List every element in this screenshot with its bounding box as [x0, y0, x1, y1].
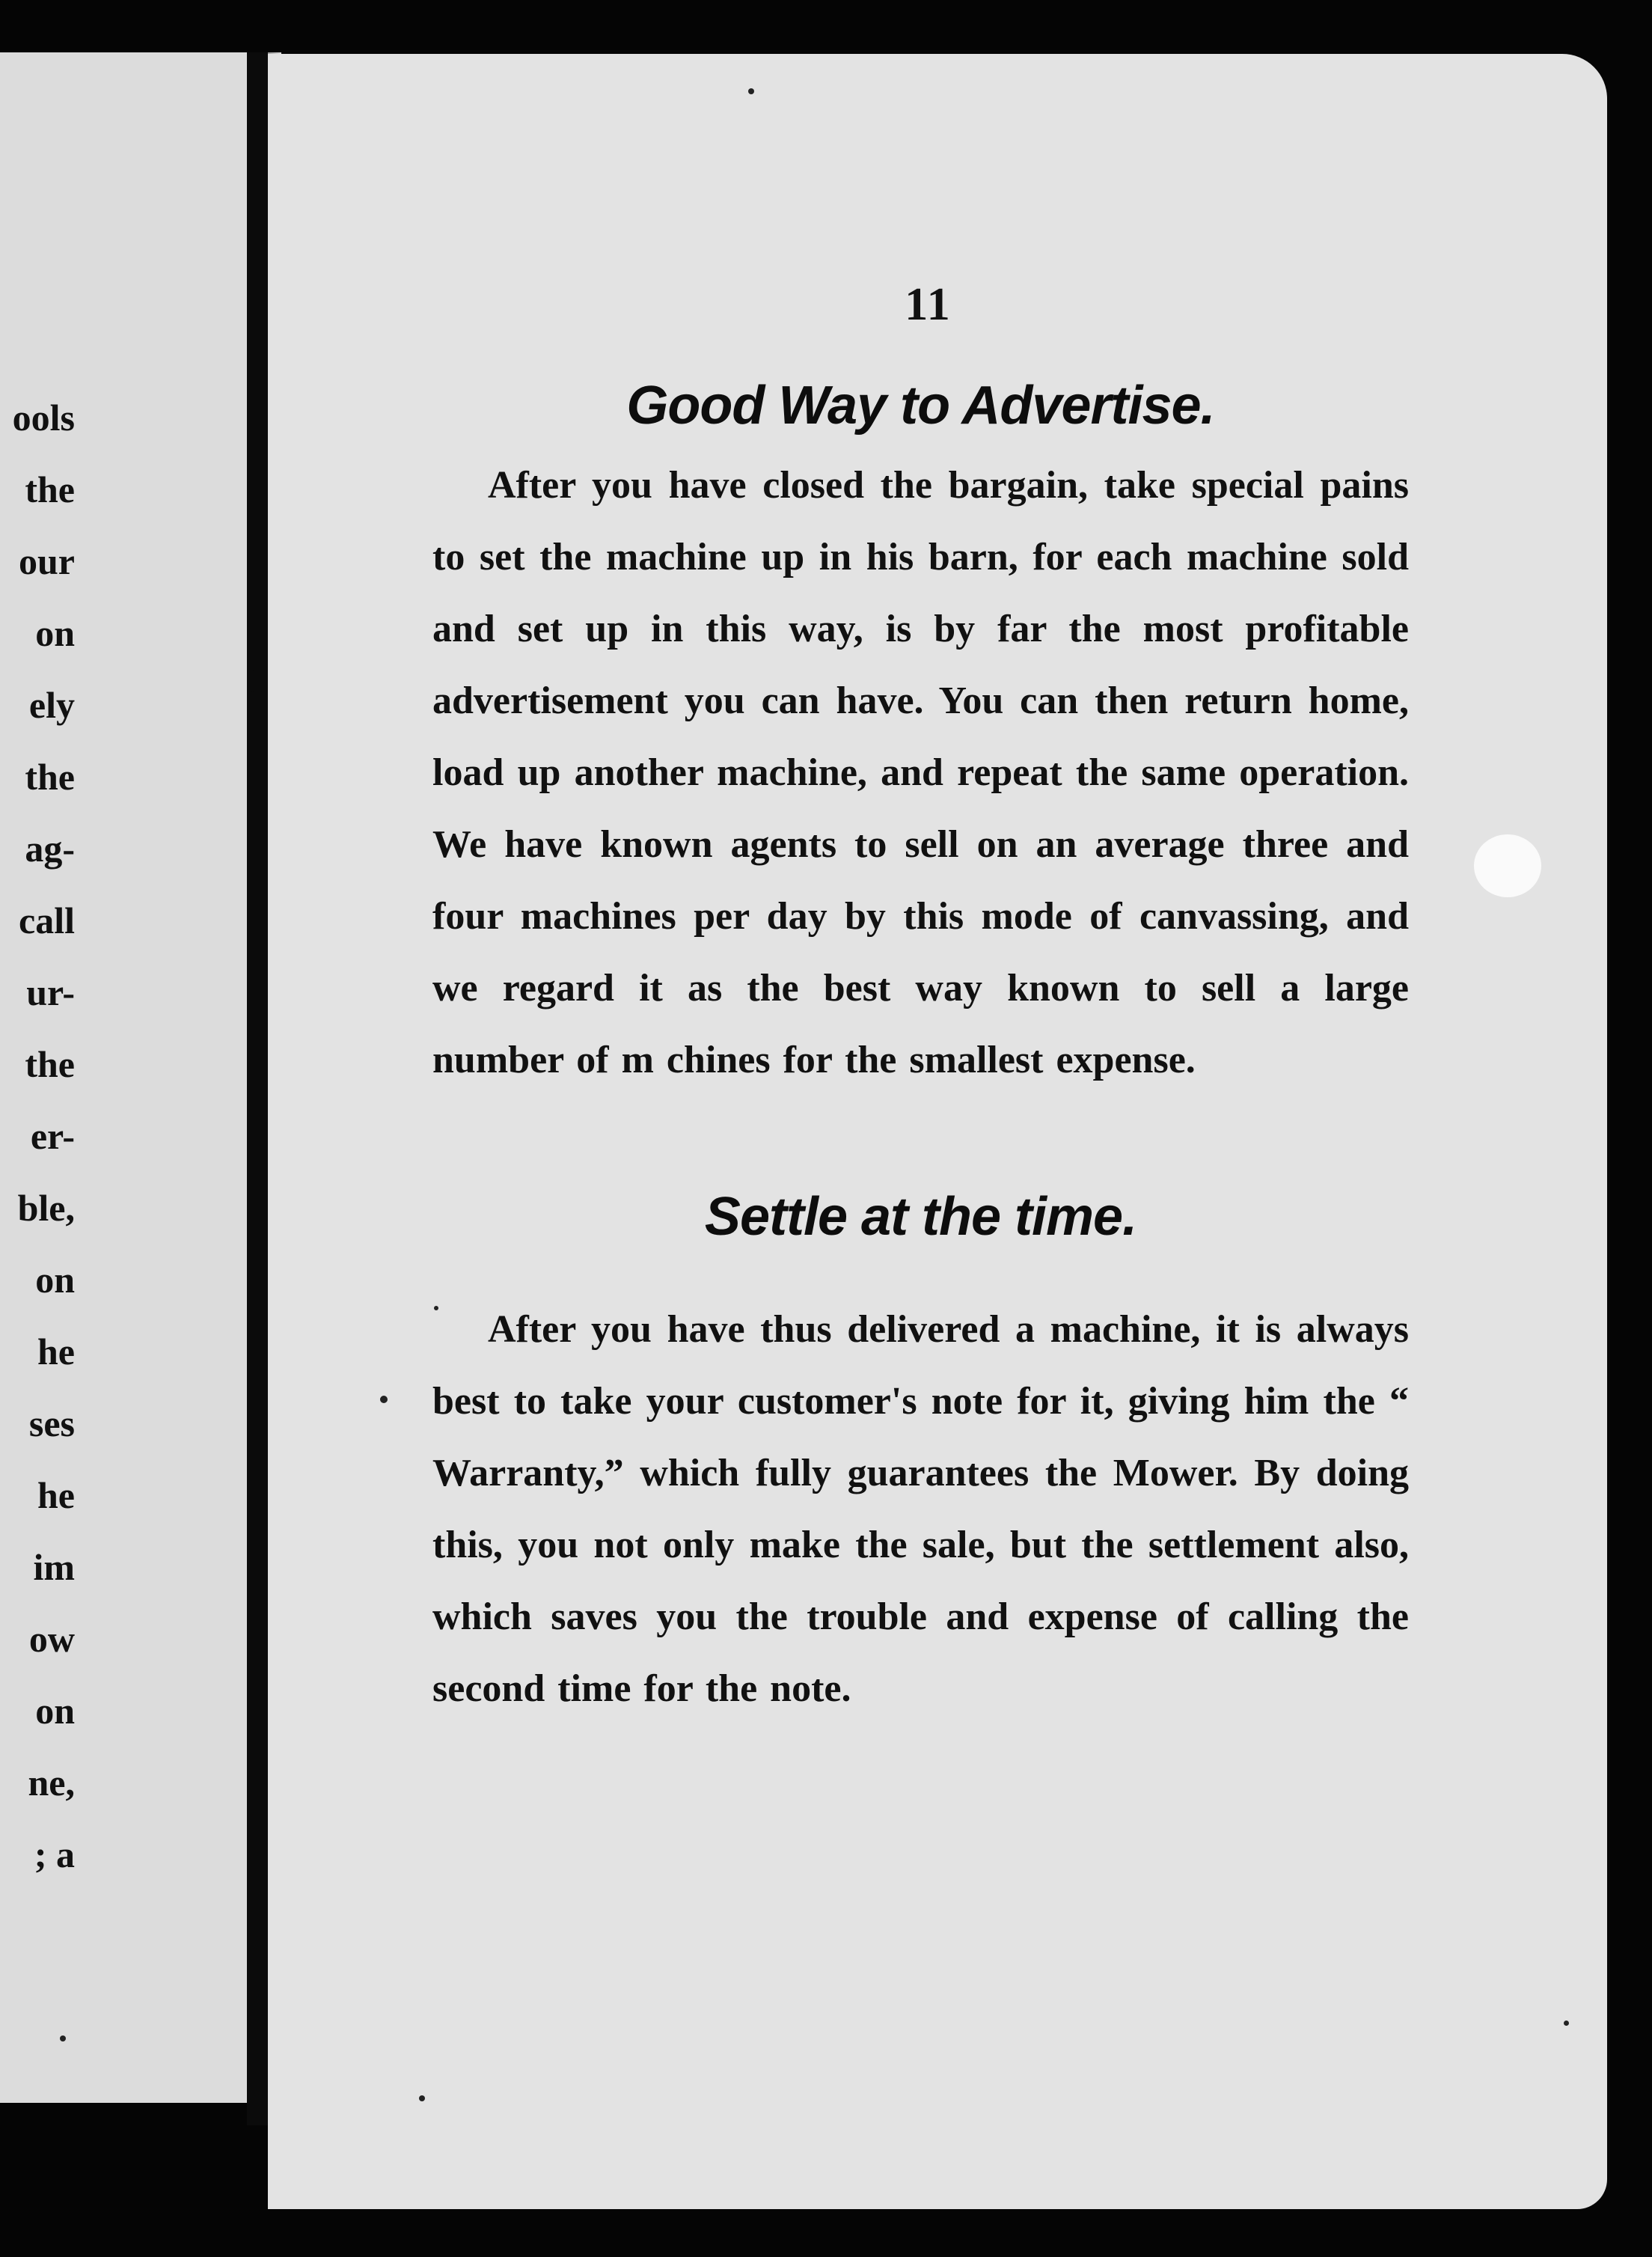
left-page-fragment: on [35, 612, 75, 654]
left-page-fragment: the [25, 1043, 75, 1085]
left-page-fragment: ur- [26, 971, 75, 1013]
scan-speck [434, 1306, 438, 1310]
page-content [432, 278, 1409, 1725]
left-page-fragment: ses [28, 1402, 75, 1444]
left-page-fragment: he [37, 1474, 75, 1516]
left-page-fragment: on [35, 1690, 75, 1732]
left-page-fragment: ble, [17, 1187, 75, 1229]
left-page-fragment: ag- [25, 828, 75, 870]
right-page [268, 54, 1607, 2209]
page-number: 11 [905, 279, 952, 330]
left-page-fragment: ools [12, 397, 75, 439]
left-page-fragment: ; a [34, 1833, 75, 1875]
book-gutter [247, 52, 268, 2125]
scan-speck [251, 670, 262, 692]
scan-speck [748, 88, 754, 94]
left-page-fragment: ely [28, 684, 75, 726]
left-page-fragment: the [25, 756, 75, 798]
left-page-fragment: er- [30, 1115, 75, 1157]
left-page-text-fragments [0, 382, 75, 1890]
scan-speck [1564, 2021, 1569, 2026]
left-page-fragment: ow [28, 1618, 75, 1660]
left-page-fragment: ne, [28, 1762, 75, 1804]
scan-speck [380, 1396, 388, 1403]
left-page-fragment: our [19, 540, 75, 582]
scan-artifact-blob [1474, 834, 1541, 897]
section-body-advertise: After you have closed the bargain, take special pains to set the machine up in his barn, for each machine sold and set up in this way, is by far the most profitable advertisement you can have. You can then return home, load up another machine, and repeat the same operation. We have known agents to sell on an average three and four machines per day by this mode of canvassing, and we regard it as the best way known to sell a large number of m chines for the smallest expense. [432, 464, 1409, 1081]
left-page-fragment: im [33, 1546, 75, 1588]
left-page-fragment: on [35, 1259, 75, 1301]
section-heading-advertise: Good Way to Advertise. [626, 376, 1215, 436]
section-heading-settle: Settle at the time. [704, 1187, 1137, 1247]
left-page-fragment: call [19, 900, 75, 941]
left-page-fragment: the [25, 468, 75, 510]
section-body-settle: After you have thus delivered a machine, it is always best to take your customer's note for it, giving him the “ Warranty,” which fully guarantees the Mower. By doing this, you not only make the sale, but the settlement also, which saves you the trouble and expense of calling the second time for the note. [432, 1308, 1409, 1710]
scan-speck [60, 2035, 66, 2041]
left-page-fragment: he [37, 1331, 75, 1372]
left-page [0, 52, 247, 2103]
scan-speck [419, 2095, 425, 2101]
